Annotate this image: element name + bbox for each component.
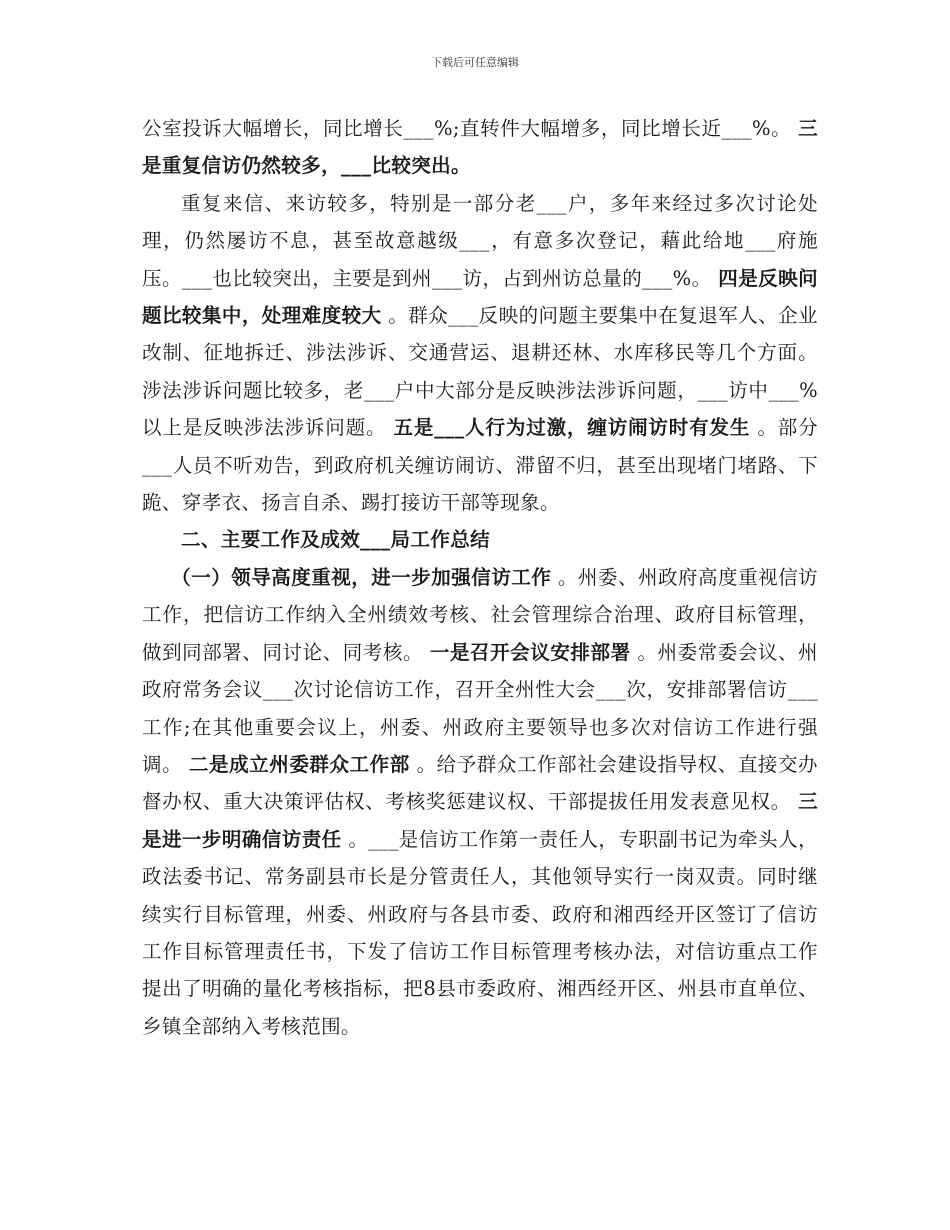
text-run: 。州委常委会议、州政府常务会议___次讨论信访工作，召开全州性大会___次，安排部署信访___工作;在其他重要会议上，州委、州政府主要领导也多次对信访工作进行强调。: [142, 640, 818, 776]
text-run: 。群众___反映的问题主要集中在复退军人、企业改制、征地拆迁、涉法涉诉、交通营运、退耕还林、水库移民等几个方面。涉法涉诉问题比较多，老___户中大部分是反映涉法涉诉问题，___访中___%以上是反映涉法涉诉问题。: [142, 304, 818, 440]
text-run: 。给予群众工作部社会建设指导权、直接交办督办权、重大决策评估权、考核奖惩建议权、干部提拔任用发表意见权。: [142, 752, 818, 814]
paragraph-2: [142, 185, 818, 522]
bold-heading-run: 三是进一步明确信访责任: [142, 790, 818, 851]
bold-heading-run: 二是成立州委群众工作部: [188, 752, 410, 776]
document-body: [142, 110, 818, 1045]
text-run: 。___是信访工作第一责任人，专职副书记为牵头人，政法委书记、常务副县市长是分管责任人，其他领导实行一岗双责。同时继续实行目标管理，州委、州政府与各县市委、政府和湘西经开区签订了信访工作目标管理责任书，下发了信访工作目标管理考核办法，对信访重点工作提出了明确的量化考核指标，把8县市委政府、湘西经开区、州县市直单位、乡镇全部纳入考核范围。: [142, 827, 818, 1038]
section-heading: [142, 521, 818, 558]
text-run: 重复来信、来访较多，特别是一部分老___户，多年来经过多次讨论处理，仍然屡访不息，甚至故意越级___，有意多次登记，藉此给地___府施压。___也比较突出，主要是到州___访，占到州访总量的___%。: [142, 191, 818, 290]
bold-heading-run: 五是___人行为过激，缠访闹访时有发生: [393, 416, 751, 440]
text-run: 。部分___人员不听劝告，到政府机关缠访闹访、滞留不归，甚至出现堵门堵路、下跪、穿孝衣、扬言自杀、踢打接访干部等现象。: [142, 416, 818, 515]
section-heading-text: 二、主要工作及成效___局工作总结: [181, 528, 491, 552]
bold-heading-run: （一）领导高度重视，进一步加强信访工作: [171, 565, 552, 589]
bold-heading-run: 一是召开会议安排部署: [429, 640, 631, 664]
page-header: 下载后可任意编辑: [431, 56, 519, 69]
bold-heading-run: 三是重复信访仍然较多，___比较突出。: [142, 117, 818, 178]
bold-heading-run: 四是反映问题比较集中，处理难度较大: [142, 266, 818, 328]
paragraph-4: [142, 559, 818, 1045]
text-run: 公室投诉大幅增长，同比增长___%;直转件大幅增多，同比增长近___%。: [142, 117, 792, 140]
paragraph-1: [142, 110, 818, 185]
text-run: 。州委、州政府高度重视信访工作，把信访工作纳入全州绩效考核、社会管理综合治理、政府目标管理，做到同部署、同讨论、同考核。: [142, 565, 818, 664]
